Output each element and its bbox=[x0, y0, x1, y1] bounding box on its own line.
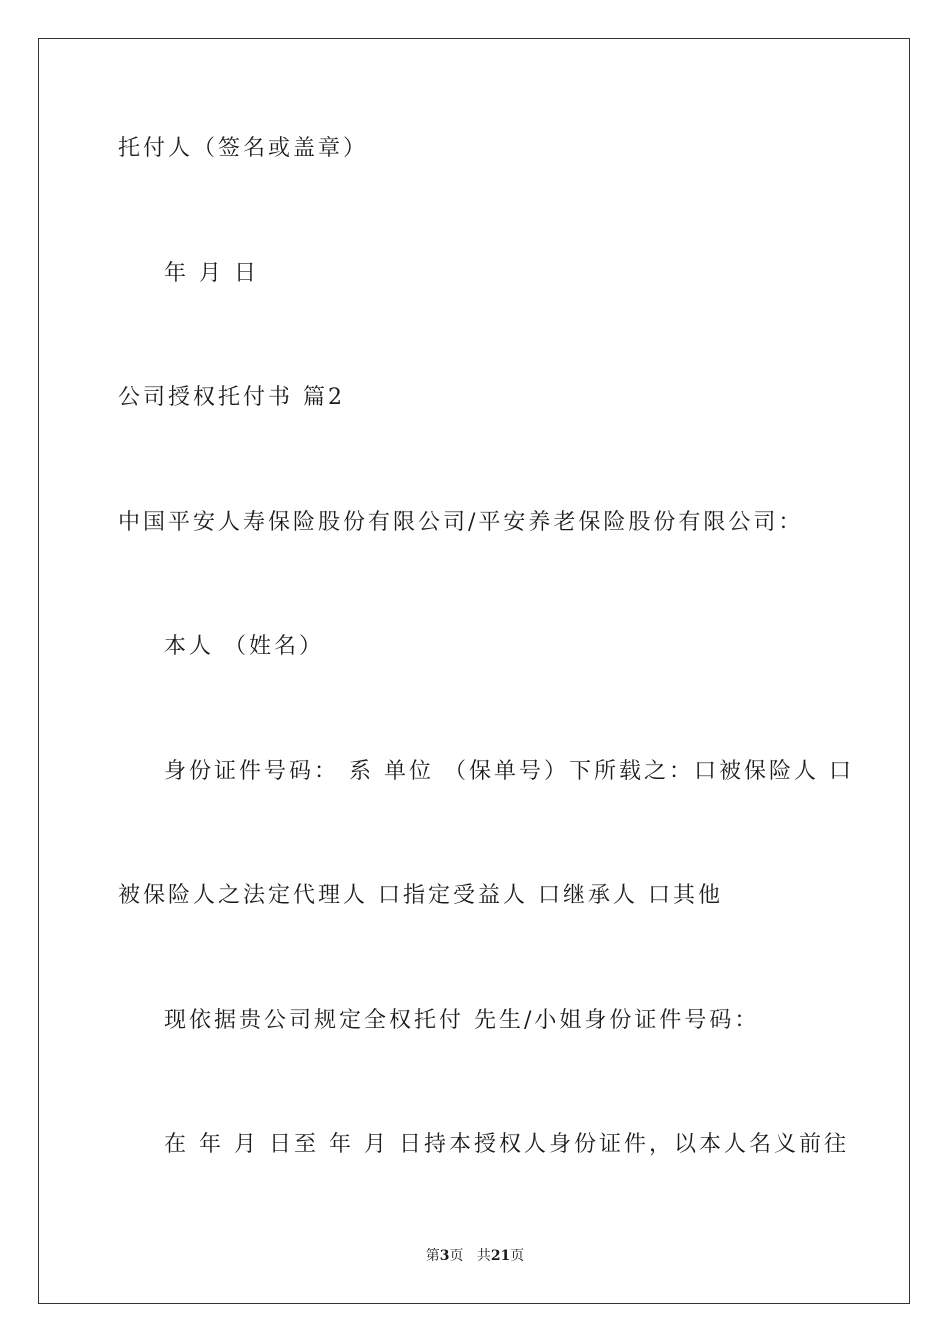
footer-total-pages: 21 bbox=[490, 1248, 511, 1264]
signature-line: 托付人（签名或盖章） bbox=[118, 136, 369, 161]
period-line: 在 年 月 日至 年 月 日持本授权人身份证件，以本人名义前往 bbox=[164, 1132, 849, 1157]
section-heading: 公司授权托付书 篇2 bbox=[118, 385, 345, 410]
page-border bbox=[38, 38, 910, 1304]
relationship-line: 被保险人之法定代理人 口指定受益人 口继承人 口其他 bbox=[118, 883, 723, 908]
footer-page-unit: 页 bbox=[449, 1248, 464, 1264]
footer-total-unit: 页 bbox=[510, 1248, 525, 1264]
id-number-line: 身份证件号码： 系 单位 （保单号）下所载之：口被保险人 口 bbox=[164, 759, 854, 784]
name-line: 本人 （姓名） bbox=[164, 634, 324, 659]
page-footer bbox=[0, 1246, 950, 1266]
footer-page-number: 3 bbox=[439, 1248, 450, 1264]
footer-total-prefix: 共 bbox=[476, 1248, 491, 1264]
date-line: 年 月 日 bbox=[164, 261, 259, 286]
footer-prefix: 第 bbox=[425, 1248, 440, 1264]
authorization-line: 现依据贵公司规定全权托付 先生/小姐身份证件号码： bbox=[164, 1008, 760, 1033]
addressee-line: 中国平安人寿保险股份有限公司/平安养老保险股份有限公司： bbox=[118, 510, 804, 535]
